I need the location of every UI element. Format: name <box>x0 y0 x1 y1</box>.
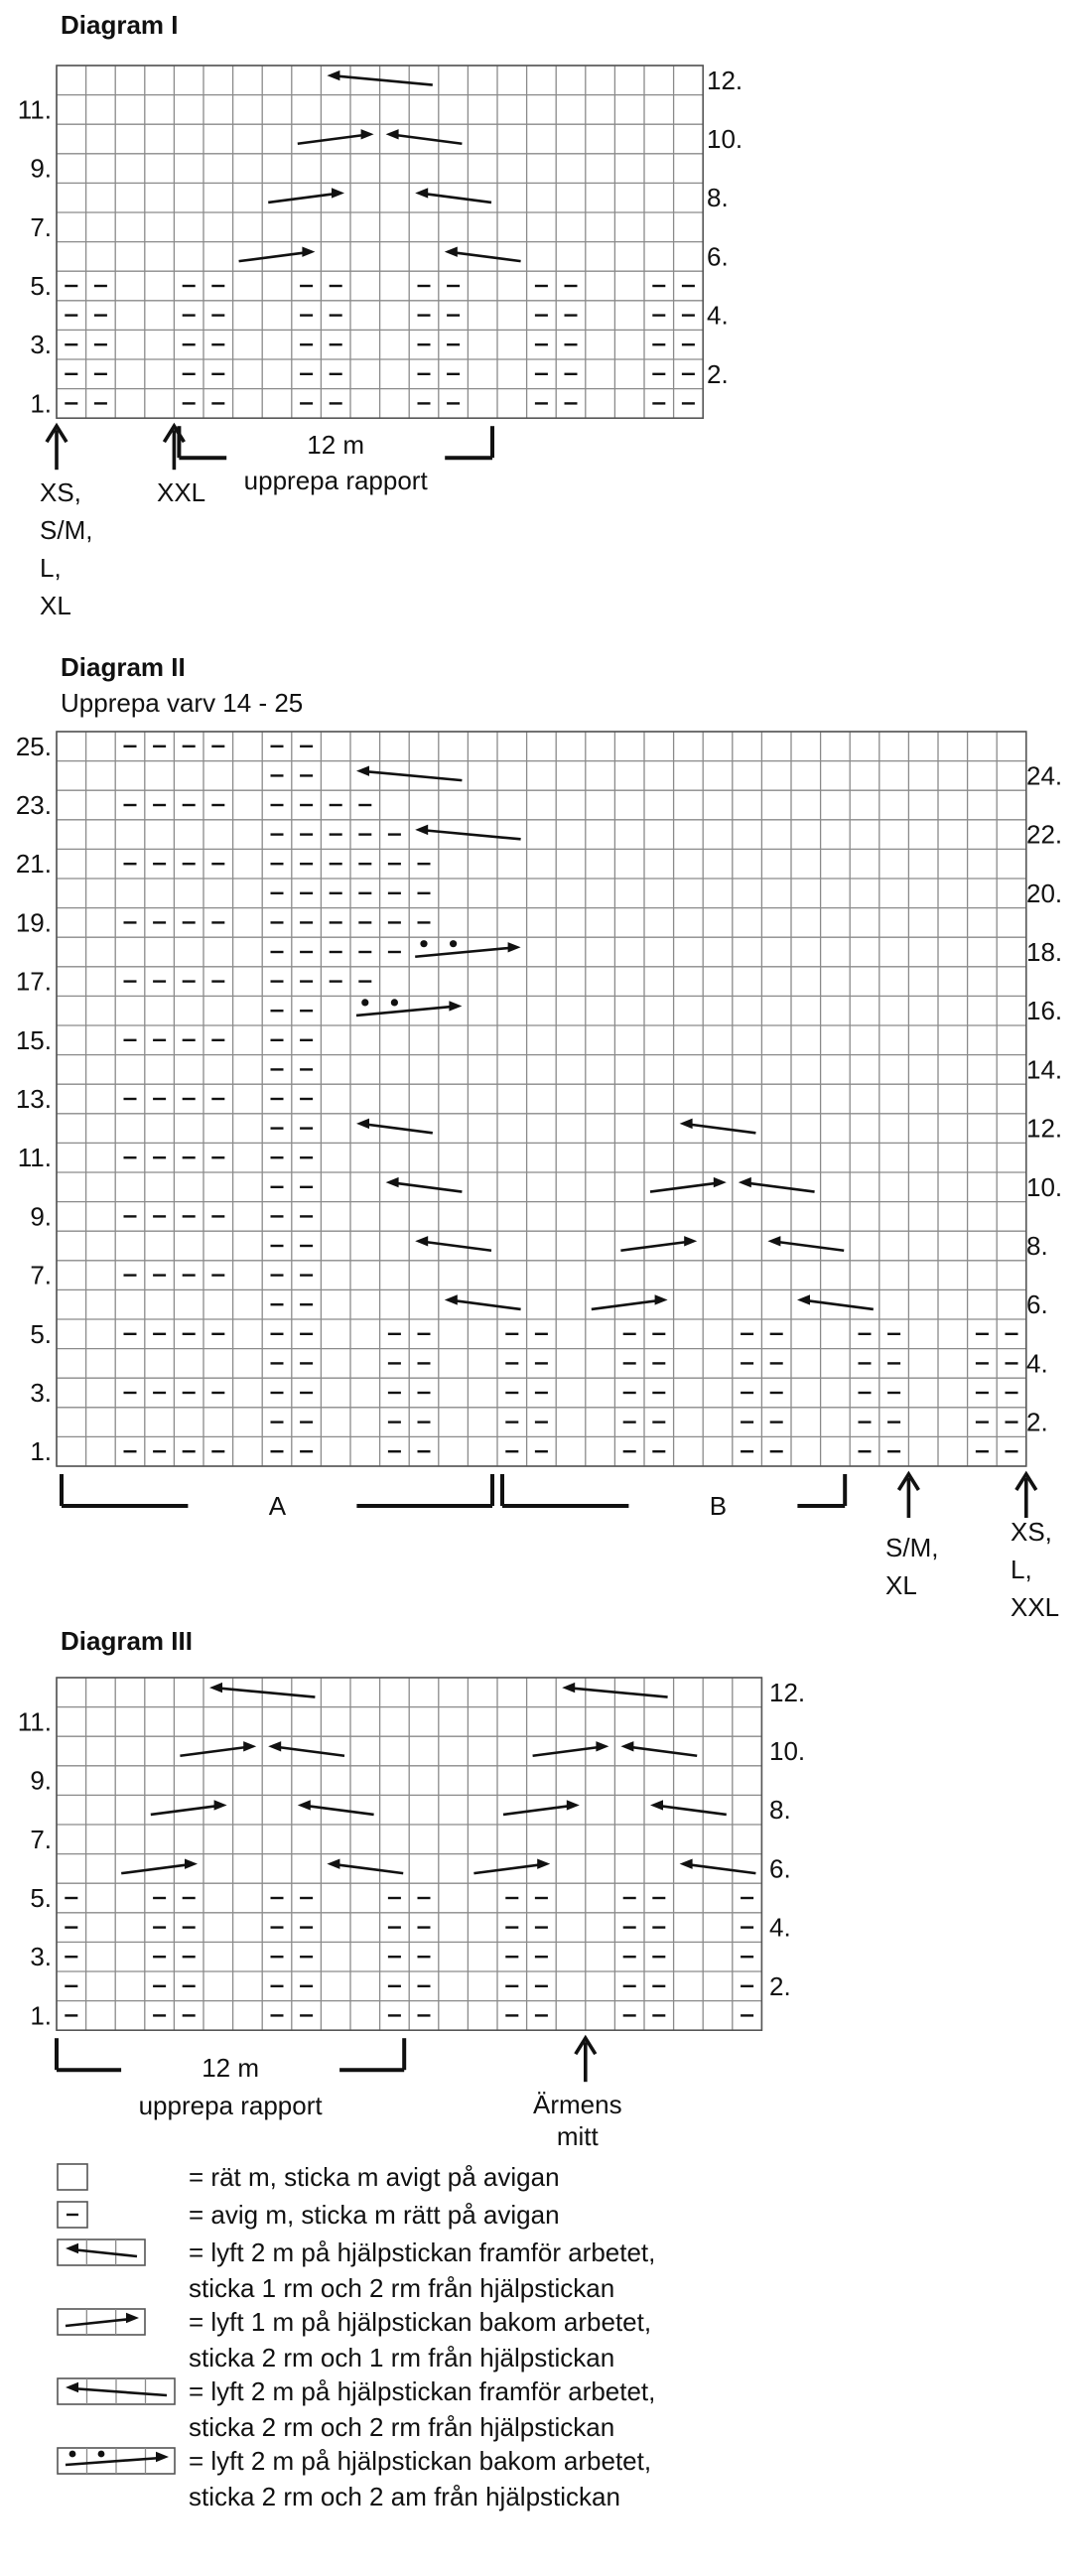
row-label-left: 5. <box>30 1883 52 1913</box>
row-label-left: 11. <box>17 1706 52 1737</box>
cable-right-icon <box>473 1858 550 1873</box>
arrowhead-icon <box>562 1683 575 1693</box>
row-label-right: 8. <box>1026 1231 1048 1261</box>
purl-dot-icon <box>98 2451 105 2458</box>
legend-item <box>58 2202 87 2228</box>
row-label-right: 4. <box>1026 1348 1048 1379</box>
legend-text: = lyft 2 m på hjälpstickan framför arbetet, <box>189 2376 656 2406</box>
purl-dot-icon <box>450 940 457 947</box>
size-pointer <box>1016 1474 1036 1518</box>
arrow-shaft <box>684 1864 756 1873</box>
arrow-shaft <box>684 1124 756 1133</box>
size-pointer <box>898 1474 918 1518</box>
arrow-shaft <box>415 947 516 956</box>
cable-right-icon <box>650 1177 727 1192</box>
arrowhead-icon <box>214 1800 227 1810</box>
arrow-shaft <box>742 1182 815 1191</box>
row-label-left: 1. <box>30 1436 52 1467</box>
row-label-right: 14. <box>1026 1054 1063 1085</box>
cable-right-icon <box>533 1741 609 1756</box>
legend-text: sticka 2 rm och 2 am från hjälpstickan <box>189 2482 620 2511</box>
diagram-title: Diagram II <box>61 652 186 682</box>
cable-left-icon <box>739 1177 815 1192</box>
row-label-left: 25. <box>15 731 52 761</box>
arrow-shaft <box>331 75 432 84</box>
size-label: mitt <box>556 2121 599 2152</box>
arrowhead-icon <box>650 1800 663 1810</box>
arrowhead-icon <box>415 188 428 198</box>
arrow-shaft <box>473 1864 546 1873</box>
cable-left-icon <box>680 1119 756 1134</box>
cable-left-icon <box>268 1741 344 1756</box>
arrow-shaft <box>419 830 520 839</box>
legend-text: sticka 1 rm och 2 rm från hjälpstickan <box>189 2273 615 2303</box>
arrowhead-icon <box>298 1800 311 1810</box>
legend-symbol-box <box>58 2164 87 2190</box>
arrowhead-icon <box>332 188 344 198</box>
row-label-right: 8. <box>769 1795 791 1826</box>
arrow-shaft <box>654 1805 727 1814</box>
arrowhead-icon <box>415 825 428 835</box>
arrowhead-icon <box>445 246 458 256</box>
row-label-right: 12. <box>1026 1113 1063 1144</box>
row-label-right: 12. <box>707 65 743 95</box>
row-label-left: 19. <box>15 907 52 938</box>
diagram-3 <box>18 1626 805 2151</box>
row-label-left: 3. <box>30 1378 52 1408</box>
size-label: S/M, <box>40 515 93 545</box>
row-label-left: 9. <box>30 153 52 184</box>
legend-text: sticka 2 rm och 2 rm från hjälpstickan <box>189 2412 615 2442</box>
cable-left-icon <box>620 1741 697 1756</box>
row-label-left: 7. <box>30 1260 52 1290</box>
arrow-shaft <box>151 1805 223 1814</box>
arrowhead-icon <box>356 1119 369 1129</box>
row-label-left: 11. <box>17 1143 52 1173</box>
size-label: XL <box>885 1570 917 1600</box>
cable-right-icon <box>620 1236 697 1251</box>
legend-text: = lyft 1 m på hjälpstickan bakom arbetet, <box>189 2307 652 2337</box>
arrowhead-icon <box>620 1741 633 1751</box>
arrowhead-icon <box>567 1800 580 1810</box>
row-label-right: 10. <box>769 1736 806 1766</box>
arrow-shaft <box>356 1006 458 1015</box>
row-label-right: 6. <box>707 241 729 272</box>
cable-left-icon <box>386 1177 463 1192</box>
arrowhead-icon <box>327 70 339 80</box>
legend-item <box>58 2448 175 2474</box>
size-label: XL <box>40 591 71 620</box>
bracket-label: upprepa rapport <box>243 466 428 495</box>
bracket-label: upprepa rapport <box>138 2091 323 2120</box>
section-bracket <box>502 1474 845 1506</box>
arrow-shaft <box>566 1688 667 1696</box>
row-label-left: 23. <box>15 790 52 820</box>
arrow-shaft <box>180 1746 252 1755</box>
row-label-right: 8. <box>707 183 729 213</box>
arrowhead-icon <box>361 129 374 139</box>
row-label-left: 1. <box>30 388 52 419</box>
arrow-shaft <box>298 134 370 143</box>
row-label-left: 17. <box>15 966 52 997</box>
size-label: S/M, <box>885 1533 939 1562</box>
row-label-right: 18. <box>1026 937 1063 967</box>
arrow-shaft <box>390 134 463 143</box>
row-label-left: 3. <box>30 330 52 360</box>
arrow-shaft <box>801 1299 874 1308</box>
legend-text: = lyft 2 m på hjälpstickan framför arbetet, <box>189 2237 656 2267</box>
legend-item <box>58 2378 175 2404</box>
row-label-left: 15. <box>15 1024 52 1055</box>
arrow-shaft <box>360 771 462 780</box>
row-label-left: 3. <box>30 1942 52 1972</box>
arrowhead-icon <box>386 129 399 139</box>
arrowhead-icon <box>739 1177 751 1187</box>
legend-text: = avig m, sticka m rätt på avigan <box>189 2200 560 2230</box>
arrow-shaft <box>360 1124 433 1133</box>
arrow-shaft <box>331 1864 403 1873</box>
purl-dot-icon <box>69 2451 76 2458</box>
cable-right-icon <box>239 246 316 261</box>
cable-left-icon <box>680 1858 756 1873</box>
cable-left-icon <box>767 1236 844 1251</box>
row-label-right: 12. <box>769 1677 806 1707</box>
cable-right-icon <box>503 1800 580 1815</box>
purl-cells <box>123 746 1017 1451</box>
arrow-shaft <box>419 193 491 202</box>
grid-frame <box>57 732 1026 1466</box>
size-label: XS, <box>1011 1517 1052 1547</box>
size-pointer <box>576 2038 596 2082</box>
diagram-title: Diagram III <box>61 1626 193 1656</box>
arrowhead-icon <box>684 1236 697 1246</box>
arrow-shaft <box>449 1299 521 1308</box>
arrow-shaft <box>390 1182 463 1191</box>
arrow-shaft <box>268 193 340 202</box>
legend-item <box>58 2239 145 2265</box>
cable-right-icon <box>151 1800 227 1815</box>
arrow-shaft <box>302 1805 374 1814</box>
size-label: XS, <box>40 477 81 507</box>
stitch-grid <box>57 732 1026 1466</box>
row-label-left: 5. <box>30 1318 52 1349</box>
arrow-shaft <box>121 1864 194 1873</box>
purl-dot-icon <box>361 999 368 1006</box>
cable-left-icon <box>650 1800 727 1815</box>
row-label-left: 9. <box>30 1765 52 1796</box>
bracket-label: 12 m <box>202 2053 260 2083</box>
row-label-right: 4. <box>769 1912 791 1943</box>
row-label-right: 16. <box>1026 996 1063 1026</box>
row-label-right: 6. <box>1026 1289 1048 1320</box>
cable-left-icon <box>386 129 463 144</box>
arrow-shaft <box>449 252 521 261</box>
arrowhead-icon <box>209 1683 222 1693</box>
arrow-shaft <box>620 1241 693 1250</box>
diagram-2 <box>16 652 1062 1622</box>
legend-item <box>58 2309 145 2335</box>
arrowhead-icon <box>327 1858 339 1868</box>
section-label: B <box>709 1491 728 1521</box>
row-label-left: 13. <box>15 1084 52 1114</box>
arrow-shaft <box>239 252 312 261</box>
arrow-shaft <box>650 1182 723 1191</box>
size-pointer <box>47 426 67 470</box>
row-label-left: 7. <box>30 211 52 242</box>
arrowhead-icon <box>680 1858 693 1868</box>
arrow-shaft <box>624 1746 697 1755</box>
purl-dot-icon <box>420 940 427 947</box>
arrowhead-icon <box>243 1741 256 1751</box>
arrowhead-icon <box>508 942 521 952</box>
stitch-grid <box>57 1678 761 2030</box>
row-label-right: 4. <box>707 300 729 331</box>
legend-text: = lyft 2 m på hjälpstickan bakom arbetet, <box>189 2446 652 2476</box>
row-label-left: 11. <box>17 94 52 125</box>
cable-right-icon <box>298 129 374 144</box>
row-label-right: 2. <box>769 1970 791 2001</box>
arrow-shaft <box>272 1746 344 1755</box>
section-label: A <box>268 1491 287 1521</box>
row-label-left: 21. <box>15 849 52 880</box>
arrow-shaft <box>533 1746 606 1755</box>
row-label-right: 22. <box>1026 819 1063 850</box>
legend-item <box>58 2164 87 2190</box>
row-label-right: 2. <box>1026 1407 1048 1437</box>
cable-right-icon <box>180 1741 256 1756</box>
legend-text: sticka 2 rm och 1 rm från hjälpstickan <box>189 2343 615 2373</box>
row-label-left: 9. <box>30 1201 52 1232</box>
arrowhead-icon <box>268 1741 281 1751</box>
arrowhead-icon <box>797 1294 810 1304</box>
cable-left-icon <box>298 1800 374 1815</box>
arrow-shaft <box>592 1299 664 1308</box>
legend-text: = rät m, sticka m avigt på avigan <box>189 2162 560 2192</box>
arrowhead-icon <box>185 1858 198 1868</box>
cable-right-icon <box>592 1294 668 1309</box>
arrowhead-icon <box>386 1177 399 1187</box>
arrowhead-icon <box>302 246 315 256</box>
cable-left-icon <box>797 1294 874 1309</box>
arrowhead-icon <box>356 765 369 775</box>
row-label-right: 2. <box>707 358 729 389</box>
diagram-subtitle: Upprepa varv 14 - 25 <box>61 688 304 718</box>
cable-left-icon <box>327 1858 403 1873</box>
size-label: L, <box>40 553 62 583</box>
cable-right-icon <box>121 1858 198 1873</box>
arrowhead-icon <box>655 1294 668 1304</box>
cable-left-icon <box>445 246 521 261</box>
arrowhead-icon <box>767 1236 780 1246</box>
stitch-grid <box>57 66 703 418</box>
arrow-shaft <box>213 1688 315 1696</box>
arrowhead-icon <box>449 1001 462 1011</box>
cable-left-icon <box>415 188 491 203</box>
row-label-left: 1. <box>30 2000 52 2031</box>
arrowhead-icon <box>596 1741 608 1751</box>
size-label: L, <box>1011 1555 1032 1584</box>
arrow-shaft <box>503 1805 576 1814</box>
cable-left-icon <box>415 1236 491 1251</box>
size-label: Ärmens <box>533 2090 622 2120</box>
row-label-right: 20. <box>1026 878 1063 908</box>
row-label-right: 10. <box>1026 1171 1063 1202</box>
row-label-right: 6. <box>769 1853 791 1884</box>
size-label: XXL <box>157 477 206 507</box>
arrowhead-icon <box>714 1177 727 1187</box>
diagram-1 <box>18 10 742 620</box>
cable-right-icon <box>268 188 344 203</box>
arrowhead-icon <box>537 1858 550 1868</box>
arrowhead-icon <box>445 1294 458 1304</box>
row-label-left: 7. <box>30 1824 52 1854</box>
diagram-title: Diagram I <box>61 10 179 40</box>
arrowhead-icon <box>415 1236 428 1246</box>
arrow-shaft <box>771 1241 844 1250</box>
row-label-right: 10. <box>707 124 743 154</box>
arrowhead-icon <box>680 1119 693 1129</box>
cable-left-icon <box>356 1119 433 1134</box>
row-label-right: 24. <box>1026 760 1063 791</box>
bracket-label: 12 m <box>307 430 365 460</box>
row-label-left: 5. <box>30 271 52 301</box>
arrow-shaft <box>419 1241 491 1250</box>
legend <box>58 2162 655 2511</box>
size-label: XXL <box>1011 1592 1060 1622</box>
purl-dot-icon <box>391 999 398 1006</box>
cable-left-icon <box>445 1294 521 1309</box>
